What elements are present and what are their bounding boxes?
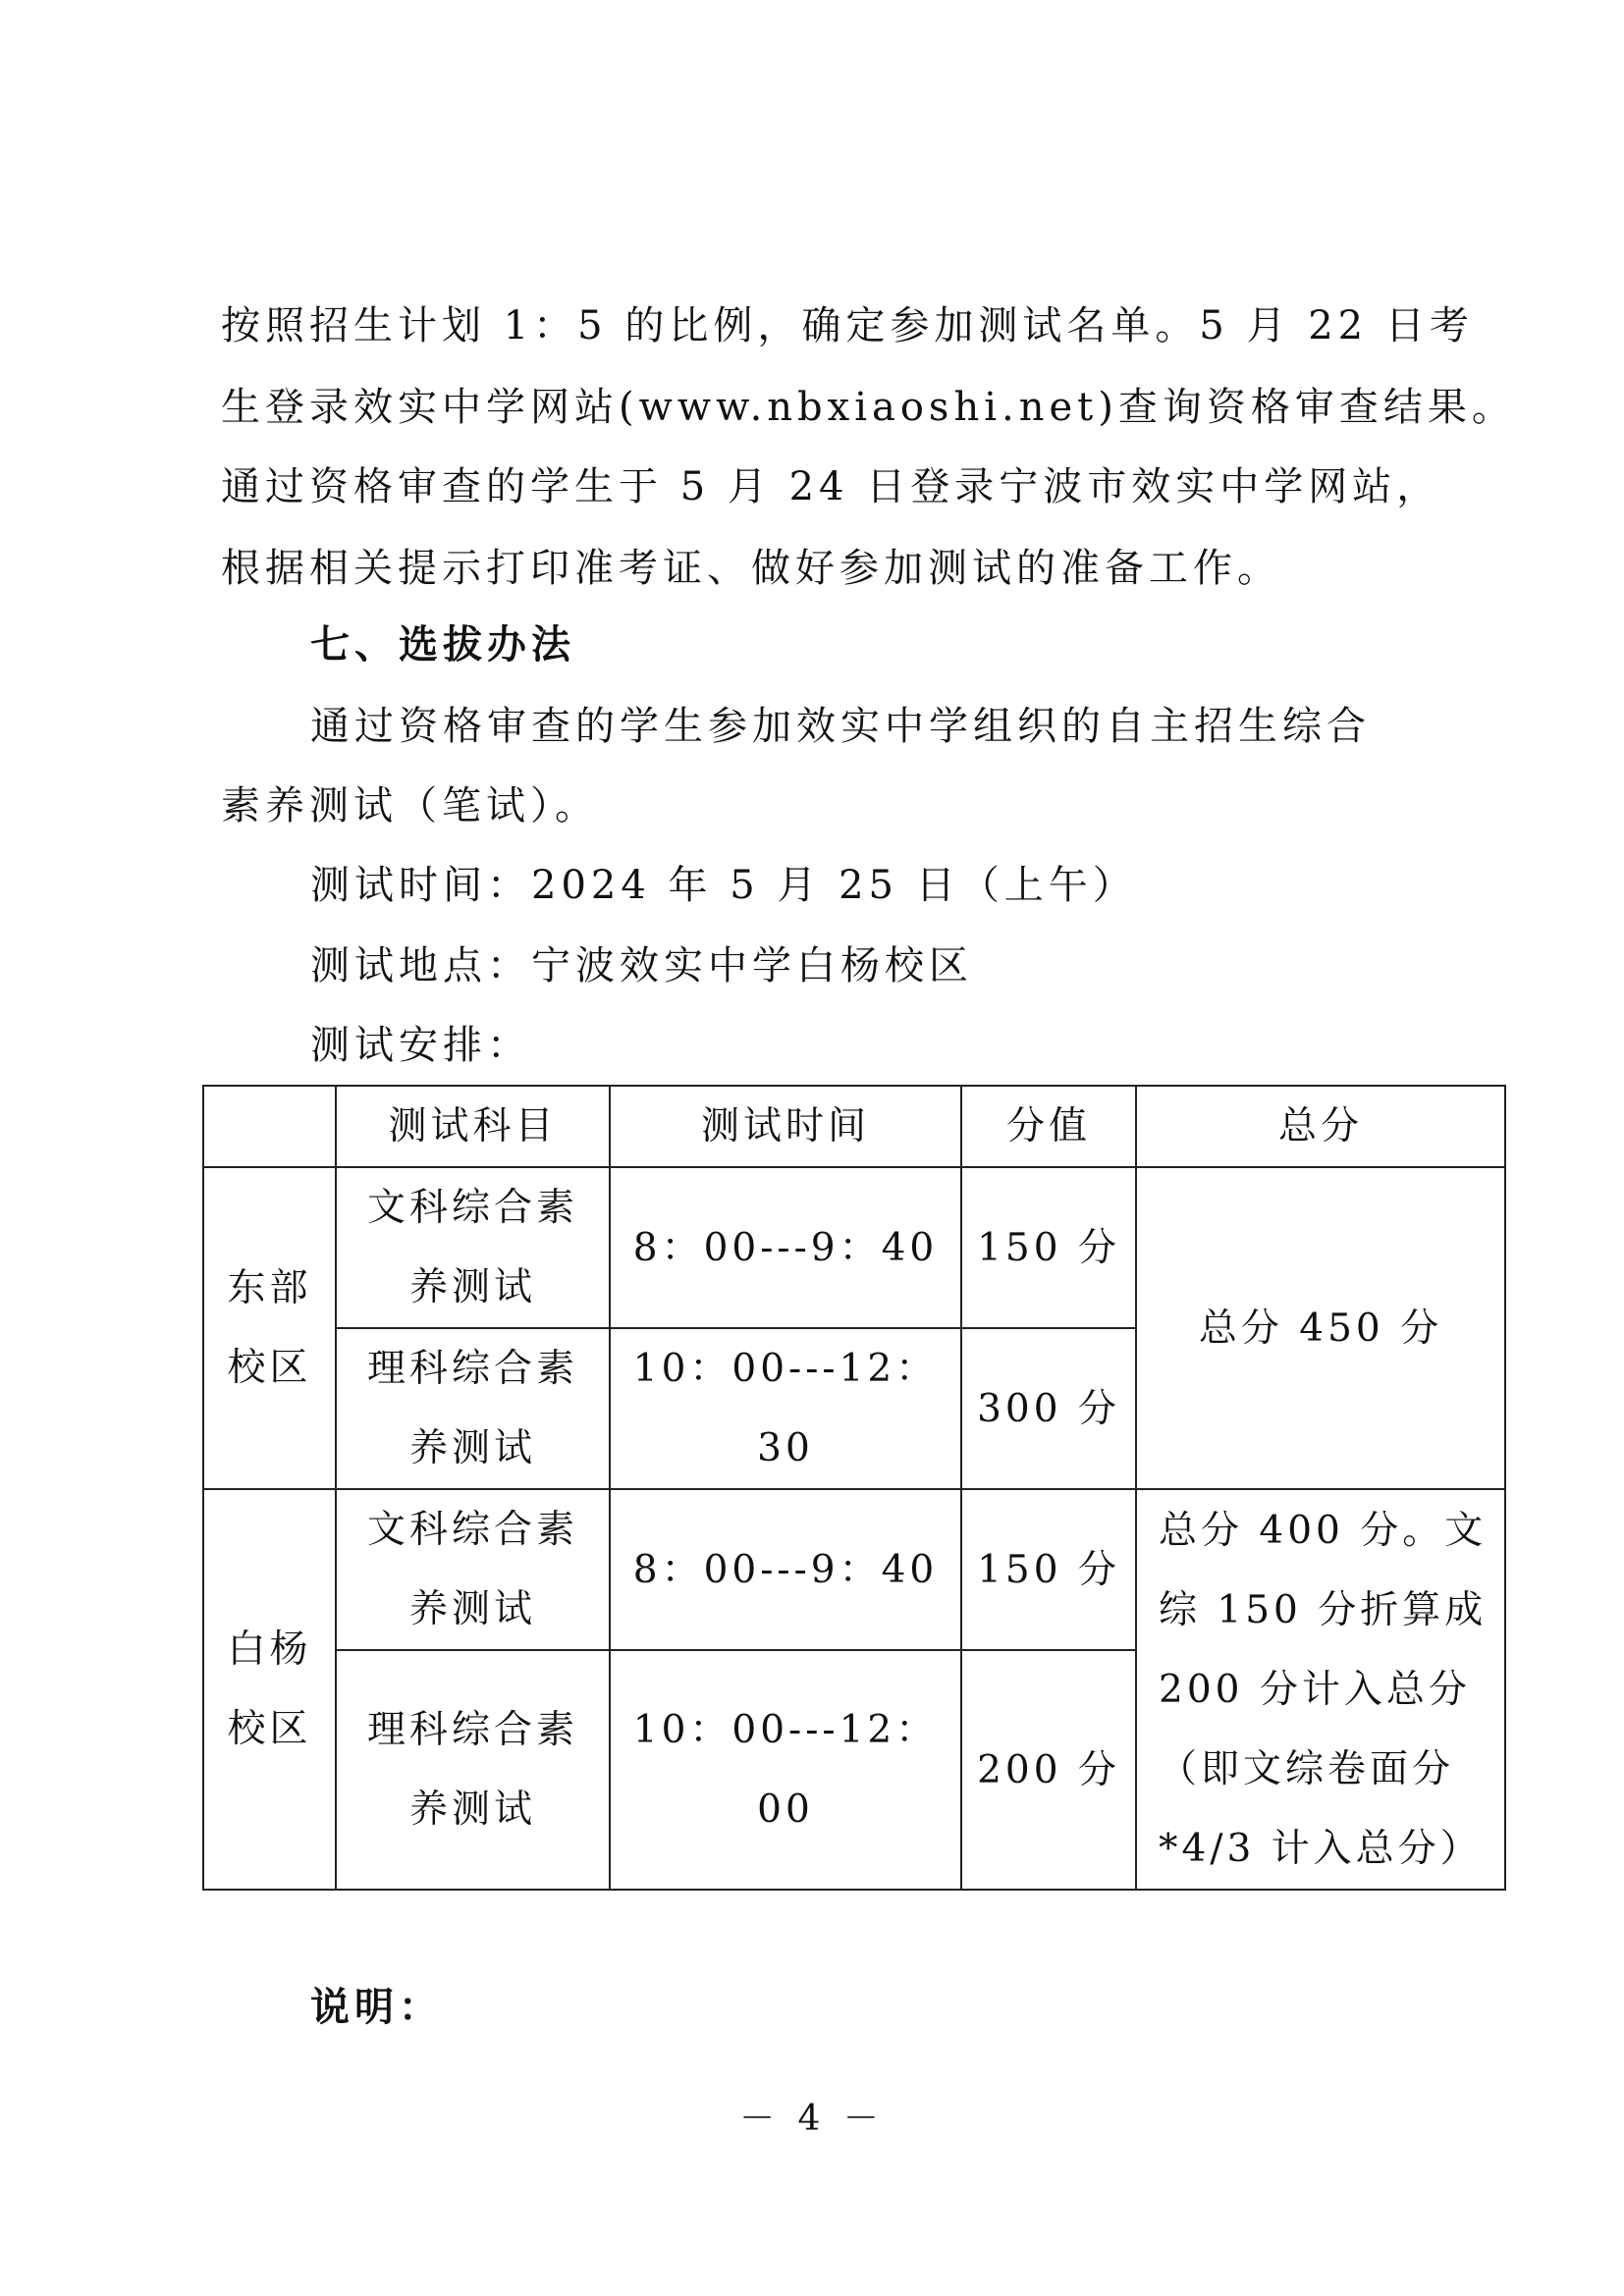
subject-text: 养测试	[408, 1426, 536, 1470]
paragraph-line: 按照招生计划 1：5 的比例，确定参加测试名单。5 月 22 日考	[221, 303, 1474, 348]
subject-text: 养测试	[408, 1788, 536, 1832]
paragraph-line: 素养测试（笔试）。	[221, 783, 599, 828]
total-cell	[1136, 1489, 1505, 1890]
campus-text: 校区	[227, 1707, 312, 1751]
test-arrangement: 测试安排：	[310, 1023, 531, 1068]
subject-cell	[336, 1650, 610, 1890]
subject-text: 养测试	[408, 1265, 536, 1309]
section-heading: 七、选拔办法	[310, 622, 575, 667]
total-cell	[1136, 1167, 1505, 1489]
paragraph-line: 通过资格审查的学生于 5 月 24 日登录宁波市效实中学网站，	[221, 464, 1441, 509]
campus-cell	[203, 1167, 336, 1489]
subject-text: 理科综合素	[366, 1708, 578, 1752]
test-time: 测试时间：2024 年 5 月 25 日（上午）	[310, 863, 1137, 908]
total-text: *4/3 计入总分）	[1159, 1826, 1483, 1871]
test-location: 测试地点：宁波效实中学白杨校区	[310, 943, 973, 988]
paragraph-line: 通过资格审查的学生参加效实中学组织的自主招生综合	[310, 704, 1371, 749]
header-cell: 分值	[961, 1086, 1136, 1167]
total-text: 总分 400 分。文	[1159, 1508, 1488, 1553]
table-row	[203, 1167, 1505, 1328]
total-text: 总分 450 分	[1198, 1306, 1443, 1351]
note-label: 说明：	[310, 1985, 443, 2030]
campus-text: 白杨	[227, 1628, 312, 1672]
campus-cell	[203, 1489, 336, 1890]
campus-text: 东部	[227, 1266, 312, 1310]
header-cell: 总分	[1136, 1086, 1505, 1167]
subject-text: 养测试	[408, 1587, 536, 1631]
score-cell: 300 分	[961, 1328, 1136, 1489]
header-cell: 测试时间	[610, 1086, 961, 1167]
subject-text: 文科综合素	[366, 1508, 578, 1552]
total-text: 综 150 分折算成	[1159, 1587, 1488, 1632]
time-cell: 10：00---12：30	[610, 1328, 961, 1489]
table-header-row	[203, 1086, 1505, 1167]
subject-cell	[336, 1328, 610, 1489]
total-text: （即文综卷面分	[1159, 1746, 1455, 1791]
time-cell: 10：00---12：00	[610, 1650, 961, 1890]
time-cell: 8：00---9：40	[610, 1489, 961, 1650]
score-cell: 150 分	[961, 1167, 1136, 1328]
total-text: 200 分计入总分	[1159, 1667, 1471, 1712]
subject-text: 理科综合素	[366, 1347, 578, 1391]
subject-cell	[336, 1489, 610, 1650]
campus-text: 校区	[227, 1346, 312, 1390]
subject-cell	[336, 1167, 610, 1328]
page-number: － 4 －	[739, 2099, 885, 2139]
score-cell: 200 分	[961, 1650, 1136, 1890]
paragraph-line: 根据相关提示打印准考证、做好参加测试的准备工作。	[221, 546, 1281, 591]
header-cell: 测试科目	[336, 1086, 610, 1167]
score-cell: 150 分	[961, 1489, 1136, 1650]
time-cell: 8：00---9：40	[610, 1167, 961, 1328]
table-row	[203, 1489, 1505, 1650]
subject-text: 文科综合素	[366, 1186, 578, 1230]
paragraph-line: 生登录效实中学网站(www.nbxiaoshi.net)查询资格审查结果。	[221, 385, 1516, 430]
schedule-table	[202, 1085, 1506, 1891]
header-cell	[203, 1086, 336, 1167]
